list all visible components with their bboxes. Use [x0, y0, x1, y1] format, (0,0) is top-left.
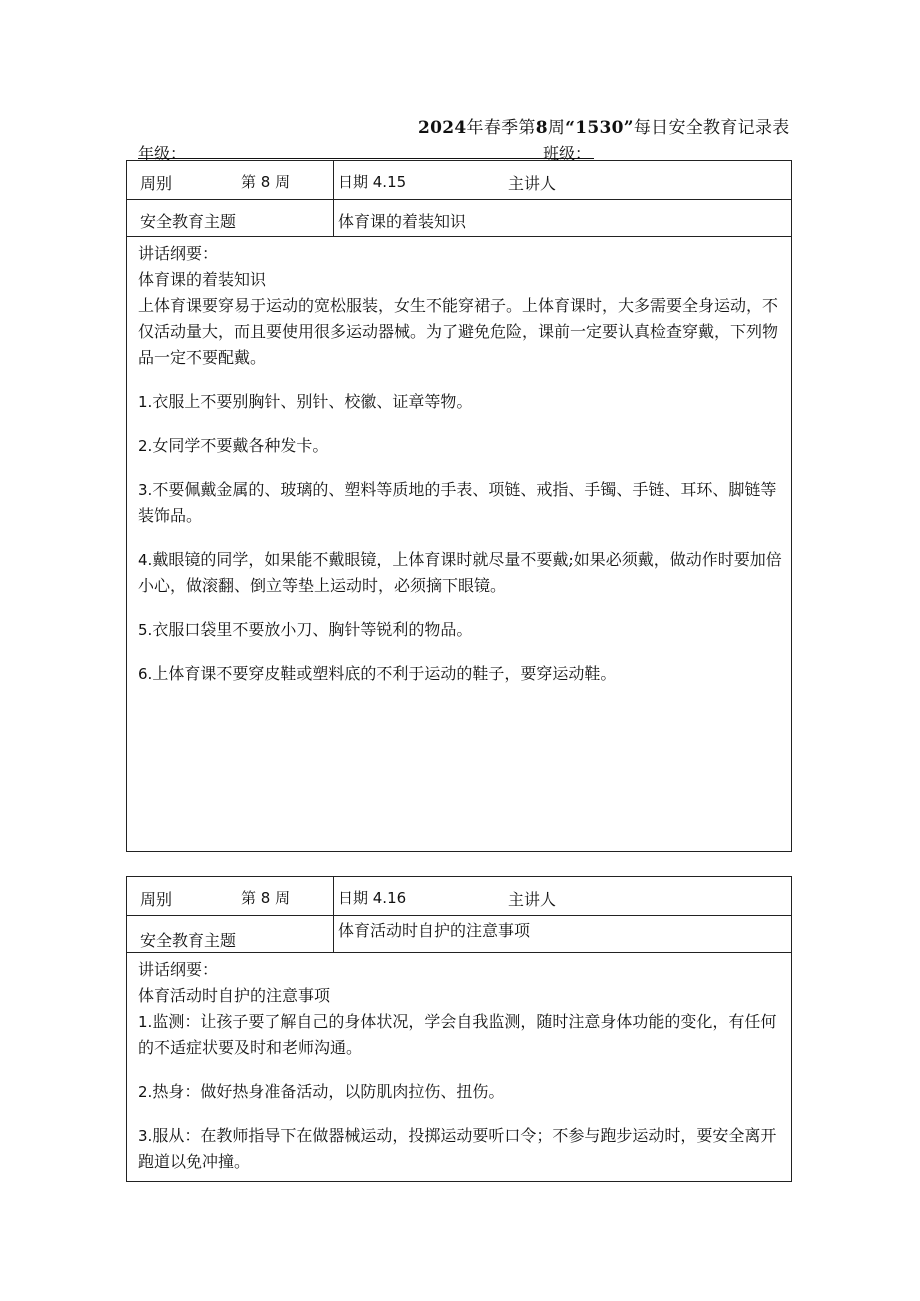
record-1-date: 日期 4.15 — [338, 173, 407, 191]
record-2-body — [127, 953, 791, 1175]
record-1-speaker-label: 主讲人 — [508, 174, 557, 193]
record-1-topic-label: 安全教育主题 — [140, 212, 237, 231]
meta-line — [138, 141, 608, 161]
record-table-2 — [126, 876, 792, 1182]
title-mid: 年春季第 — [466, 118, 536, 138]
record-1-item: 6.上体育课不要穿皮鞋或塑料底的不利于运动的鞋子，要穿运动鞋。 — [138, 664, 617, 683]
record-table-1 — [126, 160, 792, 852]
grade-label: 年级： — [138, 144, 187, 163]
page-title — [418, 113, 790, 138]
title-year: 2024 — [418, 118, 467, 138]
record-2-outline-title: 体育活动时自护的注意事项 — [138, 986, 331, 1005]
record-1-item: 2.女同学不要戴各种发卡。 — [138, 436, 329, 455]
record-2-topic-label: 安全教育主题 — [140, 931, 237, 950]
record-2-item: 2.热身：做好热身准备活动，以防肌肉拉伤、扭伤。 — [138, 1082, 505, 1101]
record-1-item: 4.戴眼镜的同学，如果能不戴眼镜，上体育课时就尽量不要戴;如果必须戴，做动作时要加倍小心，做滚翻、倒立等垫上运动时，必须摘下眼镜。 — [138, 550, 782, 595]
record-1-topic-value: 体育课的着装知识 — [338, 212, 467, 231]
record-1-item: 5.衣服口袋里不要放小刀、胸针等锐利的物品。 — [138, 620, 473, 639]
record-2-topic-value: 体育活动时自护的注意事项 — [338, 921, 531, 940]
record-2-topic-row — [127, 916, 791, 953]
record-1-item: 3.不要佩戴金属的、玻璃的、塑料等质地的手表、项链、戒指、手镯、手链、耳环、脚链等装饰品。 — [138, 480, 777, 525]
record-2-date: 日期 4.16 — [338, 889, 407, 907]
record-1-item: 1.衣服上不要别胸针、别针、校徽、证章等物。 — [138, 392, 473, 411]
record-2-item: 1.监测：让孩子要了解自己的身体状况，学会自我监测，随时注意身体功能的变化，有任何的不适症状要及时和老师沟通。 — [138, 1012, 777, 1057]
record-1-outline-label: 讲话纲要： — [138, 244, 219, 263]
record-1-topic-row — [127, 200, 791, 237]
meta-underline — [138, 158, 594, 159]
record-2-outline-label: 讲话纲要： — [138, 960, 219, 979]
record-2-header-row — [127, 877, 791, 916]
title-week: 8 — [535, 118, 548, 138]
record-1-week-label: 周别 — [140, 174, 173, 193]
title-rest: 每日安全教育记录表 — [633, 118, 790, 138]
record-1-outline-title: 体育课的着装知识 — [138, 270, 267, 289]
class-label: 班级： — [543, 144, 592, 163]
record-1-intro: 上体育课要穿易于运动的宽松服装，女生不能穿裙子。上体育课时，大多需要全身运动，不仅活动量大，而且要使用很多运动器械。为了避免危险，课前一定要认真检查穿戴，下列物品一定不要配戴。 — [138, 296, 779, 367]
title-code: “1530” — [565, 118, 634, 138]
record-1-header-row — [127, 161, 791, 200]
title-week-suffix: 周 — [547, 118, 566, 138]
record-1-body — [127, 237, 791, 687]
record-2-week-label: 周别 — [140, 890, 173, 909]
record-1-week-value: 第 8 周 — [241, 173, 291, 191]
record-2-item: 3.服从：在教师指导下在做器械运动，投掷运动要听口令；不参与跑步运动时，要安全离开跑道以免冲撞。 — [138, 1126, 777, 1171]
record-2-week-value: 第 8 周 — [241, 889, 291, 907]
record-2-speaker-label: 主讲人 — [508, 890, 557, 909]
